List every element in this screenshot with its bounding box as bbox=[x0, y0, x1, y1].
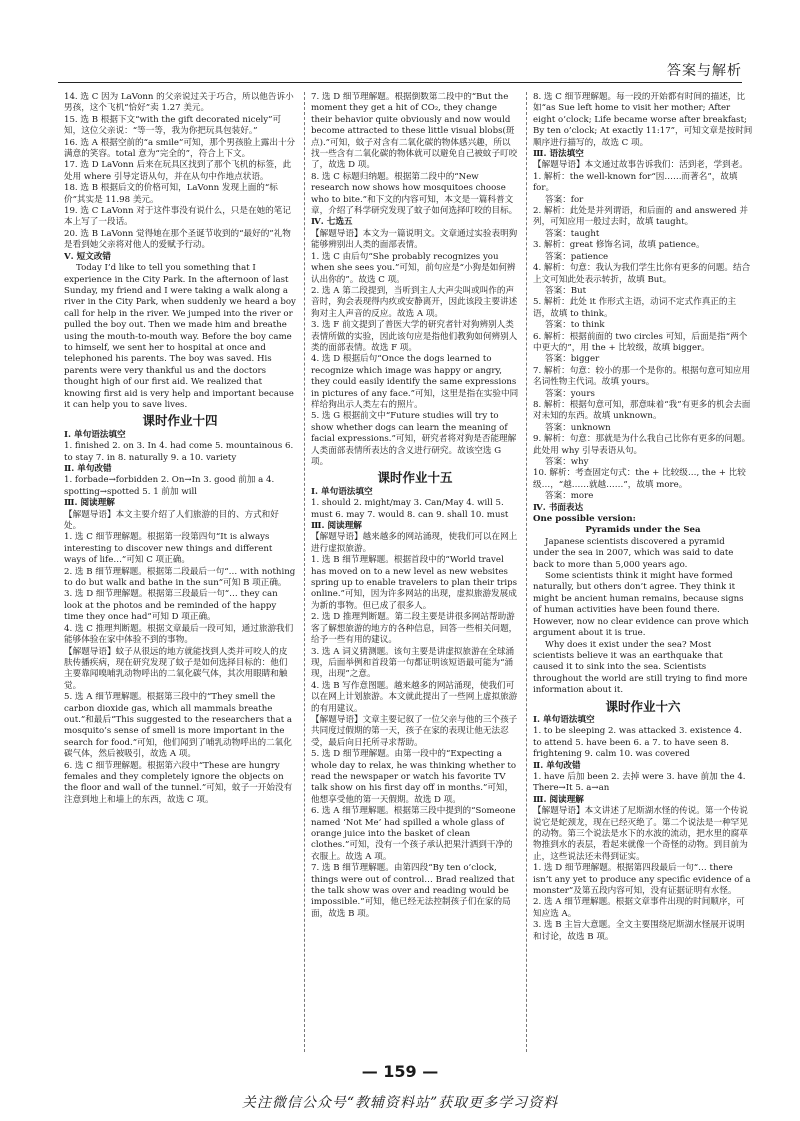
answer-item: 6. 选 A 细节理解题。根据第三段中提到的“Someone named ‘Not Me’ had spilled a whole glass of orange juice into the basket of clean clothes.”可知，没有一个孩子承认把果汁洒到干净的衣服上。故选 A 项。 bbox=[311, 806, 516, 862]
answer-item: 4. 选 D 根据后句“Once the dogs learned to recognize which image was happy or angry, they could easily identify the same expressions in pictures of any face.”可知，这里是指在实验中同样给狗出示人类左右的照片。 bbox=[311, 354, 519, 410]
answer-line: 1. finished 2. on 3. In 4. had come 5. mountainous 6. to stay 7. in 8. naturally 9. a 10. variety bbox=[64, 441, 294, 463]
answer-item: 2. 选 B 细节理解题。根据第二段最后一句“… with nothing to do but walk and bathe in the sun”可知 B 项正确。 bbox=[64, 566, 296, 589]
analysis-item: 3. 解析：great 修饰名词，故填 patience。 bbox=[533, 240, 705, 251]
answer-item: 1. 选 C 由后句“She probably recognizes you when she sees you.”可知，前句应是“小狗是如何辨认出你的”。故选 C 项。 bbox=[311, 251, 516, 285]
answer-list bbox=[64, 692, 296, 806]
section-heading: Ⅴ. 短文改错 bbox=[64, 251, 112, 262]
error-correction-passage: Today I’d like to tell you something that I experience in the City Park. In the afternoon of last Sunday, my friend and I were taking a walk along a river in the City Park, when suddenly we heard a boy call for help in the river. We jumped into the river or pulled the boy out. Then we made him and breathe using the mouth-to-mouth way. Before the boy came to himself, we sent her to hospital at once and telephoned his parents. The boy was saved. His parents were very thankful us and the doctors thought high of our first aid. We realized that knowing first aid is very help and important because it can help you to save lives. bbox=[64, 263, 296, 410]
page-number: — 159 — bbox=[361, 1062, 439, 1081]
guide-note: 【解题导语】蚊子从很远的地方就能找到人类并可咬人的皮肤传播疾病，现在研究发现了蚊子是如何选择目标的：他们主要靠闻嗅哺乳动物呼出的二氧化碳气体，其次用眼睛和触觉。 bbox=[64, 646, 288, 691]
homework-title: 课时作业十四 bbox=[142, 413, 218, 429]
answer-item: 1. 选 C 细节理解题。根据第一段第四句“It is always interesting to discover new things and different ways of life…”可知 C 项正确。 bbox=[64, 532, 273, 566]
answer-item: 8. 选 C 细节理解题。每一段的开始都有时间的描述，比如“as Sue left home to visit her mother; After eight o’clock; Life became worse after breakfast; By ten o’clock; At exactly 11:17”，可知文章是按时间顺序进行描写的，故选 C 项。 bbox=[533, 92, 753, 148]
essay-title: Pyramids under the Sea bbox=[585, 525, 701, 536]
answer-line: 1. forbade→forbidden 2. On→In 3. good 前加 a 4. spotting→spotted 5. 1 前加 will bbox=[64, 475, 275, 497]
answer-item: 5. 选 A 细节理解题。根据第三段中的“They smell the carbon dioxide gas, which all mammals breathe out.”和最后“This suggested to the researchers that a mosquito’s sense of smell is more important in the search for food.”可知，他们闻到了哺乳动物呼出的二氧化碳气体，然后被吸引，故选 A 项。 bbox=[64, 692, 293, 760]
section-heading: Ⅲ. 阅读理解 bbox=[64, 498, 115, 509]
answer-item: 7. 选 D 细节理解题。根据倒数第二段中的“But the moment they get a hit of CO₂, they change their behavior quite obviously and now would become attracted to these little visual blobs(斑点).”可知，蚊子对含有二氧化碳的物体感兴趣，所以找一些含有二氧化碳的物体就可以避免自己被蚊子叮咬了，故选 D 项。 bbox=[311, 92, 518, 171]
answer-item: 1. 选 B 细节理解题。根据首段中的“World travel has moved on to a new level as new websites spring up to enable travelers to plan their trips online.”可知，因为许多网站的出现，虚拟旅游发展成为新的事物。但已成了很多人。 bbox=[311, 555, 518, 611]
analysis-item: 1. 解析：the well-known for“因……而著名”，故填 for。 bbox=[533, 171, 738, 194]
answer-list bbox=[64, 532, 296, 646]
column-3 bbox=[526, 92, 753, 1052]
answer-item: 20. 选 B LaVonn 觉得她在那个圣诞节收到的“最好的”礼物是看到她父亲将对他人的爱赋予行动。 bbox=[64, 228, 291, 251]
answer-list bbox=[64, 92, 296, 252]
answer-key: 答案：why bbox=[545, 457, 589, 467]
page-header bbox=[58, 58, 742, 83]
answer-list bbox=[311, 749, 519, 920]
analysis-item: 9. 解析：句意：那就是为什么我自己比你有更多的问题。此处用 why 引导表语从句。 bbox=[533, 434, 751, 456]
analysis-item: 2. 解析：此处是并列谓语，和后面的 and answered 并列，可知应用一般过去时，故填 taught。 bbox=[533, 206, 748, 228]
section-heading: Ⅱ. 单句改错 bbox=[64, 464, 112, 474]
answer-item: 7. 选 B 细节理解题。由第四段“By ten o’clock, things were out of control… Brad realized that the talk show was over and reading would be impossible.”可知，他已经无法控制孩子们在家的局面，故选 B 项。 bbox=[311, 863, 515, 919]
analysis-item: 8. 解析：根据句意可知，那意味着“我”有更多的机会去面对未知的东西。故填 unknown。 bbox=[533, 399, 751, 422]
answer-item: 19. 选 C LaVonn 对于这件事没有说什么，只是在她的笔记本上写了一段话。 bbox=[64, 206, 291, 228]
answer-list bbox=[533, 92, 753, 149]
guide-note: 【解题导语】本文主要介绍了人们旅游的目的、方式和好处。 bbox=[64, 509, 279, 532]
model-essay bbox=[533, 537, 753, 697]
header-title: 答案与解析 bbox=[667, 63, 742, 79]
answer-item: 15. 选 B 根据下文“with the gift decorated nicely”可知，这位父亲说：“等一等，我为你把玩具包装好。” bbox=[64, 114, 282, 137]
answer-item: 18. 选 B 根据后文的价格可知，LaVonn 发现上面的“标价”其实是 11.98 美元。 bbox=[64, 183, 278, 205]
answer-item: 4. 选 B 写作意图题。越来越多的网站涌现，使我们可以在网上计划旅游。本文就此提出了一些网上虚拟旅游的有用建议。 bbox=[311, 680, 518, 714]
section-heading: Ⅰ. 单句语法填空 bbox=[64, 429, 126, 440]
answer-key: 答案：more bbox=[545, 491, 594, 502]
guide-note: 【解题导语】越来越多的网站涌现，使我们可以在网上进行虚拟旅游。 bbox=[311, 532, 518, 554]
answer-list bbox=[311, 252, 519, 469]
homework-title: 课时作业十五 bbox=[377, 470, 453, 486]
section-heading: Ⅰ. 单句语法填空 bbox=[311, 486, 373, 497]
answer-item: 3. 选 A 词义猜测题。该句主要是讲虚拟旅游在全球涌现，后面举例和首段第一句都证明该短语最可能为“涌现，出现”之意。 bbox=[311, 646, 515, 680]
answer-key: 答案：for bbox=[545, 194, 584, 205]
analysis-item: 6. 解析：根据前面的 two circles 可知，后面是指“两个中更大的”，用 the + 比较级，故填 bigger。 bbox=[533, 331, 748, 353]
analysis-item: 7. 解析：句意：较小的那一个是你的。根据句意可知应用名词性物主代词。故填 yours。 bbox=[533, 365, 751, 388]
answer-item: 3. 选 D 细节理解题。根据第三段最后一句“… they can look at the photos and be reminded of the happy time they once had”可知 D 项正确。 bbox=[64, 589, 278, 623]
answer-item: 5. 选 G 根据前文中“Future studies will try to show whether dogs can learn the meaning of facial expressions.”可知，研究者将对狗是否能理解人类面部表情所表达的含义进行研究。故该空选 G 项。 bbox=[311, 411, 517, 467]
essay-paragraph: Why does it exist under the sea? Most scientists believe it was an earthquake that caused it to sink into the sea. Scientists throughout the world are still trying to find more information about it. bbox=[533, 639, 748, 696]
essay-paragraph: Japanese scientists discovered a pyramid under the sea in 2007, which was said to date back to more than 5,000 years ago. bbox=[533, 536, 734, 570]
section-heading: Ⅰ. 单句语法填空 bbox=[533, 714, 595, 725]
answer-key: 答案：unknown bbox=[545, 422, 611, 433]
answer-item: 3. 选 B 主旨大意题。全文主要围绕尼斯湖水怪展开说明和讨论，故选 B 项。 bbox=[533, 920, 745, 942]
guide-note: 【解题导语】本文为一篇说明文。文章通过实验表明狗能够辨别出人类的面部表情。 bbox=[311, 228, 518, 251]
guide-note: 【解题导语】本文通过故事告诉我们：活到老，学到老。 bbox=[533, 160, 748, 171]
answer-list bbox=[311, 555, 519, 715]
answer-item: 5. 选 D 细节理解题。由第一段中的“Expecting a whole day to relax, he was thinking whether to read the newspaper or watch his favorite TV talk show on his first day off in months.”可知，他想享受他的第一天假期。故选 D 项。 bbox=[311, 749, 517, 805]
answer-key: 答案：yours bbox=[545, 388, 595, 399]
answer-key: 答案：to think bbox=[545, 320, 605, 331]
homework-title: 课时作业十六 bbox=[605, 698, 681, 714]
answer-key: 答案：But bbox=[545, 285, 587, 296]
answer-line: 1. have 后加 been 2. 去掉 were 3. have 前加 the 4. There→It 5. a→an bbox=[533, 771, 746, 794]
section-heading: Ⅲ. 阅读理解 bbox=[533, 794, 584, 805]
essay-paragraph: Some scientists think it might have formed naturally, but others don’t agree. They think it might be ancient human remains, because signs of human activities have been found there. However, now no clear evidence can prove which argument about it is true. bbox=[533, 571, 749, 639]
answer-key: 答案：taught bbox=[545, 228, 600, 239]
answer-line: 1. should 2. might/may 3. Can/May 4. will 5. must 6. may 7. would 8. can 9. shall 10. must bbox=[311, 498, 509, 520]
footer-note: 关注微信公众号“教辅资料站”获取更多学习资料 bbox=[241, 1095, 559, 1111]
analysis-item: 4. 解析：句意：我认为我们学生比你有更多的问题。结合上文可知此处表示转折，故填 But。 bbox=[533, 263, 751, 285]
answer-line: 1. to be sleeping 2. was attacked 3. existence 4. to attend 5. have been 6. a 7. to have seen 8. frightening 9. calm 10. was covered bbox=[533, 726, 742, 760]
answer-list bbox=[533, 863, 753, 943]
answer-item: 3. 选 F 前文提到了普医大学的研究者针对狗辨别人类表情所做的实验，因此该句应是指他们教狗如何辨别人类的面部表情。故选 F 项。 bbox=[311, 320, 518, 353]
section-heading: Ⅳ. 七选五 bbox=[311, 217, 353, 228]
section-heading: Ⅳ. 书面表达 bbox=[533, 502, 584, 513]
answer-item: 14. 选 C 因为 LaVonn 的父亲说过关于巧合，所以他告诉小男孩，这个飞机“恰好”卖 1.27 美元。 bbox=[64, 92, 294, 114]
section-heading: Ⅲ. 语法填空 bbox=[533, 149, 584, 160]
answer-list bbox=[311, 92, 519, 217]
answer-item: 6. 选 C 细节理解题。根据第六段中“These are hungry females and they completely ignore the objects on the floor and wall of the tunnel.”可知，蚊子一开始没有注意到地上和墙上的东西，故选 C 项。 bbox=[64, 760, 293, 805]
answer-item: 2. 选 A 细节理解题。根据文章事件出现的时间顺序，可知应选 A。 bbox=[533, 897, 745, 919]
guide-note: 【解题导语】本文讲述了尼斯湖水怪的传说。第一个传说说它是蛇颈龙，现在已经灭绝了。第二个说法是一种罕见的动物。第三个说法是水下的水波的流动，把水里的腐草物推到水的表层，看起来就像一个奇怪的动物。到目前为止，这些说法还未得到证实。 bbox=[533, 806, 748, 862]
answer-columns bbox=[64, 92, 753, 1052]
analysis-item: 5. 解析：此处 it 作形式主语，动词不定式作真正的主语，故填 to think。 bbox=[533, 297, 737, 319]
answer-key: 答案：bigger bbox=[545, 354, 600, 365]
answer-item: 2. 选 D 推理判断题。第二段主要是讲很多网站帮助游客了解想旅游的地方的各种信息，回答一些相关问题，给予一些有用的建议。 bbox=[311, 612, 518, 646]
analysis-item: 10. 解析：考查固定句式：the + 比较级…, the + 比较级…，“越……就越……”，故填 more。 bbox=[533, 468, 746, 490]
answer-item: 17. 选 D LaVonn 后来在玩具区找到了那个飞机的标签，此处用 where 引导定语从句，并在从句中作地点状语。 bbox=[64, 160, 292, 182]
answer-item: 4. 选 C 推理判断题。根据文章最后一段可知，通过旅游我们能够体验在家中体验不到的事物。 bbox=[64, 623, 294, 646]
answer-item: 16. 选 A 根据空前的“a smile”可知，那个男孩脸上露出十分满意的笑容。total 意为“完全的”，符合上下文。 bbox=[64, 137, 296, 160]
section-heading: Ⅲ. 阅读理解 bbox=[311, 521, 362, 532]
section-heading: Ⅱ. 单句改错 bbox=[533, 760, 581, 771]
answer-item: 1. 选 D 细节理解题。根据第四段最后一句“… there isn’t any yet to produce any specific evidence of a monster”及第五段内容可知，没有证据证明有水怪。 bbox=[533, 863, 751, 897]
essay-label: One possible version: bbox=[533, 514, 636, 525]
column-2 bbox=[304, 92, 519, 1052]
answer-item: 2. 选 A 第二段提到，当听到主人大声尖叫或叫作的声音时，狗会表现得内疚或安静离开，因此该段主要讲述狗对主人声音的反应。故选 A 项。 bbox=[311, 285, 518, 319]
answer-key: 答案：patience bbox=[545, 251, 609, 262]
answer-list bbox=[533, 172, 753, 503]
guide-note: 【解题导语】文章主要记叙了一位父亲与他的三个孩子共同度过假期的第一天，孩子在家的表现让他无法忍受，最后向日托所寻求帮助。 bbox=[311, 714, 518, 748]
answer-item: 8. 选 C 标题归纳题。根据第二段中的“New research now shows how mosquitoes choose who to bite.”和下文的内容可知，本文是一篇科普文章，介绍了科学研究发现了蚊子如何选择叮咬的目标。 bbox=[311, 171, 518, 217]
column-1 bbox=[64, 92, 296, 1052]
